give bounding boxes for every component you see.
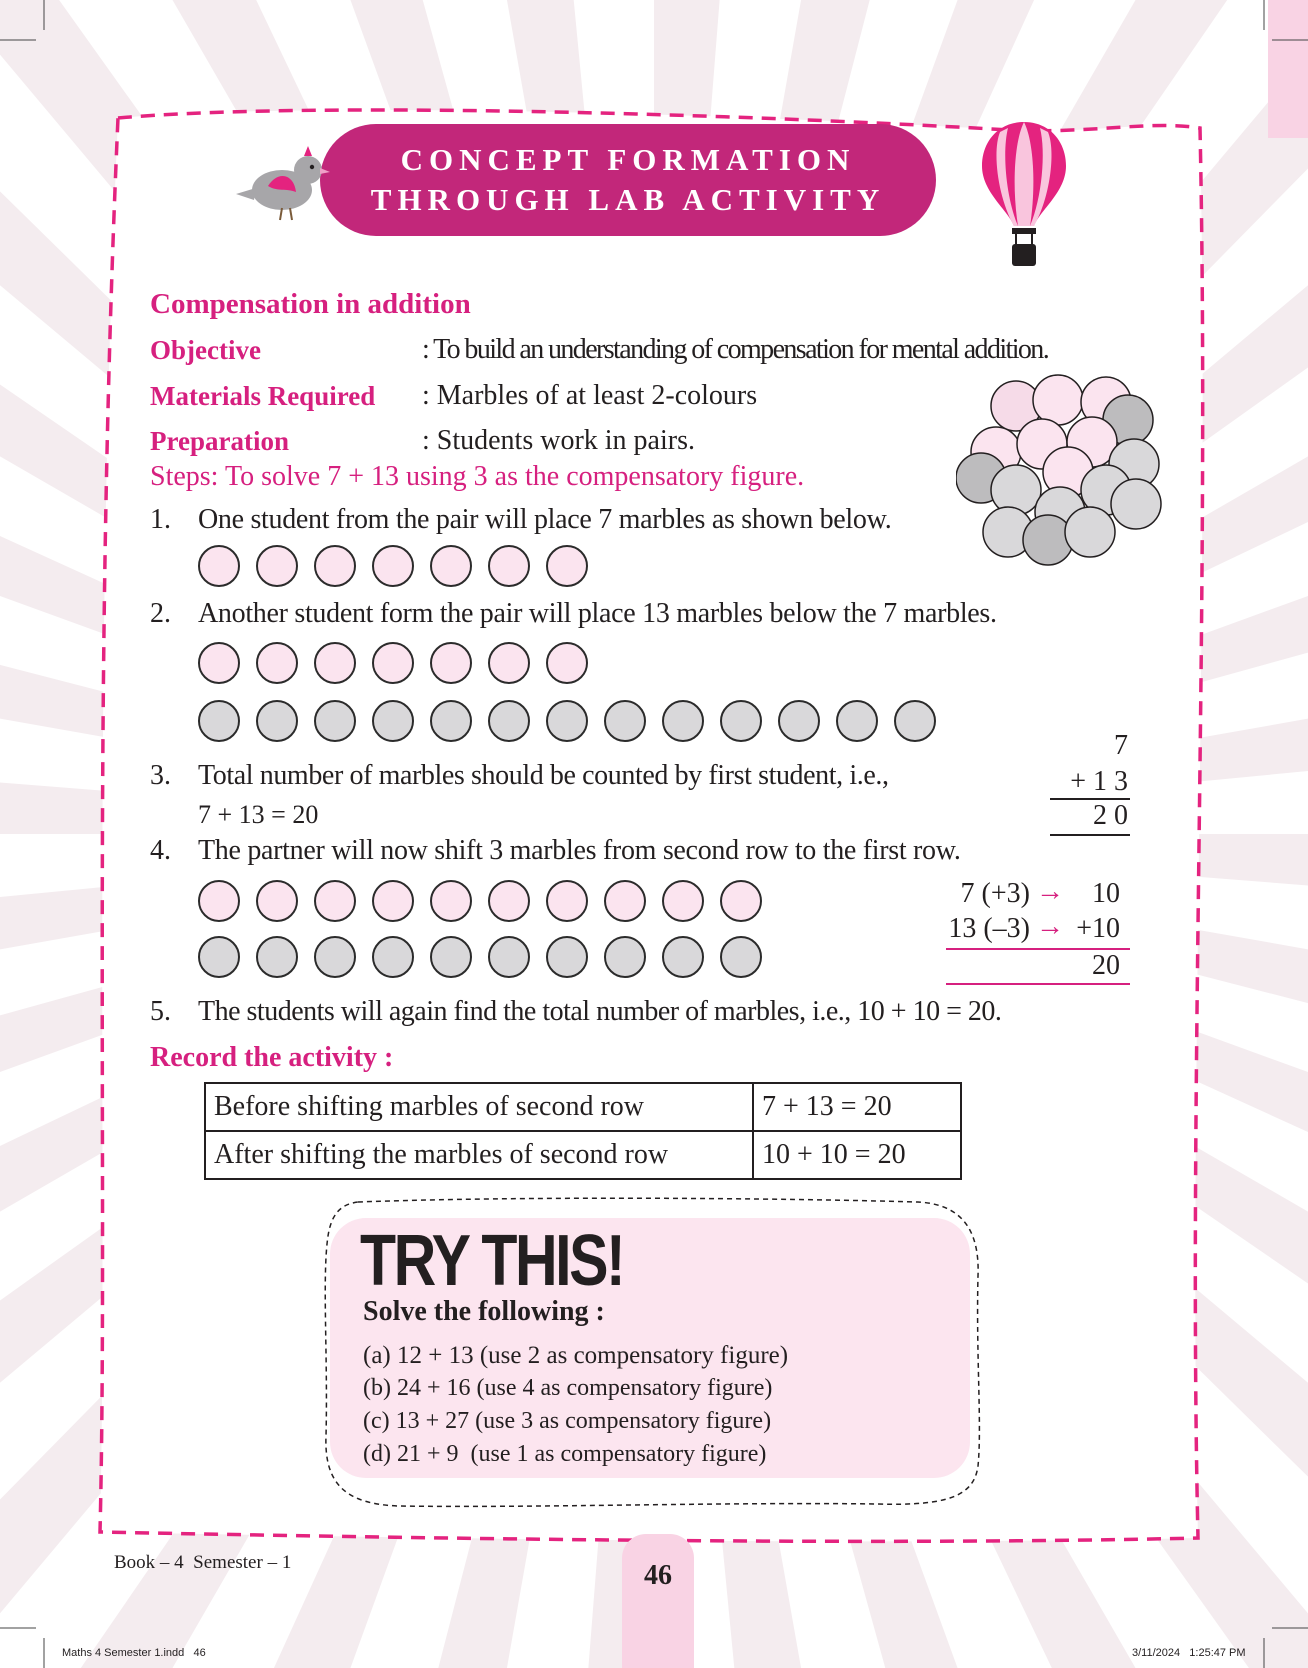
pink-marble [198,642,240,684]
grey-marble [372,936,414,978]
marble-pile-icon [956,372,1166,572]
materials-value: : Marbles of at least 2-colours [422,380,758,411]
step-1-text: One student from the pair will place 7 marbles as shown below. [198,504,892,535]
comp-row2-right: +10 [1076,913,1120,944]
table-row [205,1083,961,1131]
grey-marble [198,936,240,978]
print-file-name: Maths 4 Semester 1.indd 46 [62,1647,206,1659]
book-semester-label: Book – 4 Semester – 1 [114,1552,292,1573]
bird-icon [232,140,332,224]
record-title: Record the activity : [150,1042,394,1073]
preparation-label: Preparation [150,426,289,456]
grey-marble [604,936,646,978]
arrow-right-icon: → [1036,876,1064,907]
pink-marble [488,880,530,922]
table-row [205,1131,961,1179]
materials-label: Materials Required [150,381,376,411]
record-table [204,1082,962,1180]
page-number-tab [622,1534,694,1668]
arrow-right-icon: → [1036,911,1064,942]
pink-marble [546,642,588,684]
grey-marble [430,936,472,978]
preparation-value: : Students work in pairs. [422,425,695,456]
step-4-pink-marbles [198,880,762,922]
grey-marble [314,700,356,742]
pink-marble [314,545,356,587]
table-cell: 10 + 10 = 20 [753,1131,961,1179]
try-this-title: TRY THIS! [360,1221,624,1301]
step-3-text: Total number of marbles should be counted by first student, i.e., [198,760,889,791]
objective-value: : To build an understanding of compensation for mental addition. [422,334,1049,365]
column-sum-top: 7 [1114,730,1128,761]
step-5-text: The students will again find the total number of marbles, i.e., 10 + 10 = 20. [198,996,1002,1027]
grey-marble [720,936,762,978]
banner-line-2: THROUGH LAB ACTIVITY [370,182,886,217]
step-4-text: The partner will now shift 3 marbles from second row to the first row. [198,835,961,866]
pink-marble [604,880,646,922]
activity-banner [320,124,936,236]
try-this-item-c: (c) 13 + 27 (use 3 as compensatory figure) [363,1408,772,1434]
pink-marble [662,880,704,922]
comp-row2-left: 13 (–3) [948,913,1030,944]
print-timestamp: 3/11/2024 1:25:47 PM [1132,1647,1246,1659]
table-cell: Before shifting marbles of second row [205,1083,753,1131]
column-sum-underline [1050,834,1130,836]
grey-marble [894,700,936,742]
grey-marble [720,700,762,742]
pink-marble [256,880,298,922]
table-cell: After shifting the marbles of second row [205,1131,753,1179]
pink-marble [430,880,472,922]
grey-marble [546,700,588,742]
grey-marble [372,700,414,742]
grey-marble [256,936,298,978]
page-number: 46 [644,1560,672,1591]
step-1-marbles [198,545,588,587]
step-2-number: 2. [150,598,171,629]
steps-title: Steps: To solve 7 + 13 using 3 as the compensatory figure. [150,461,805,492]
grey-marble [198,700,240,742]
pink-marble [488,642,530,684]
grey-marble [778,700,820,742]
comp-row1-right: 10 [1092,878,1120,909]
step-2-grey-marbles [198,700,936,742]
step-3-number: 3. [150,760,171,791]
banner-line-1: CONCEPT FORMATION [400,142,856,177]
pink-marble [256,545,298,587]
grey-marble [430,700,472,742]
grey-marble [604,700,646,742]
column-sum-result: 2 0 [1093,800,1128,831]
pink-marble [546,545,588,587]
pink-marble [430,545,472,587]
pink-marble [198,545,240,587]
grey-marble [836,700,878,742]
comp-underline [946,983,1130,985]
hot-air-balloon-icon [978,118,1070,272]
pink-marble [546,880,588,922]
step-3-equation: 7 + 13 = 20 [198,800,319,829]
pink-marble [314,642,356,684]
pink-marble [372,642,414,684]
objective-label: Objective [150,335,261,365]
step-4-grey-marbles [198,936,762,978]
pink-marble [720,880,762,922]
pink-marble [430,642,472,684]
pink-marble [372,545,414,587]
grey-marble [314,936,356,978]
pink-marble [314,880,356,922]
pink-marble [198,880,240,922]
try-this-item-d: (d) 21 + 9 (use 1 as compensatory figure) [363,1441,767,1467]
comp-row1-left: 7 (+3) [960,878,1030,909]
step-2-text: Another student form the pair will place 13 marbles below the 7 marbles. [198,598,997,629]
pink-marble [372,880,414,922]
pink-marble [488,545,530,587]
step-1-number: 1. [150,504,171,535]
try-this-item-b: (b) 24 + 16 (use 4 as compensatory figure) [363,1375,773,1401]
grey-marble [662,936,704,978]
comp-result: 20 [1092,950,1120,981]
step-4-number: 4. [150,835,171,866]
pink-marble [256,642,298,684]
step-2-pink-marbles [198,642,588,684]
try-this-subtitle: Solve the following : [363,1296,605,1327]
grey-marble [488,700,530,742]
grey-marble [546,936,588,978]
activity-title: Compensation in addition [150,288,471,320]
step-5-number: 5. [150,996,171,1027]
grey-marble [662,700,704,742]
grey-marble [488,936,530,978]
table-cell: 7 + 13 = 20 [753,1083,961,1131]
grey-marble [256,700,298,742]
try-this-item-a: (a) 12 + 13 (use 2 as compensatory figure) [363,1342,789,1369]
column-sum-second: + 1 3 [1070,766,1128,797]
